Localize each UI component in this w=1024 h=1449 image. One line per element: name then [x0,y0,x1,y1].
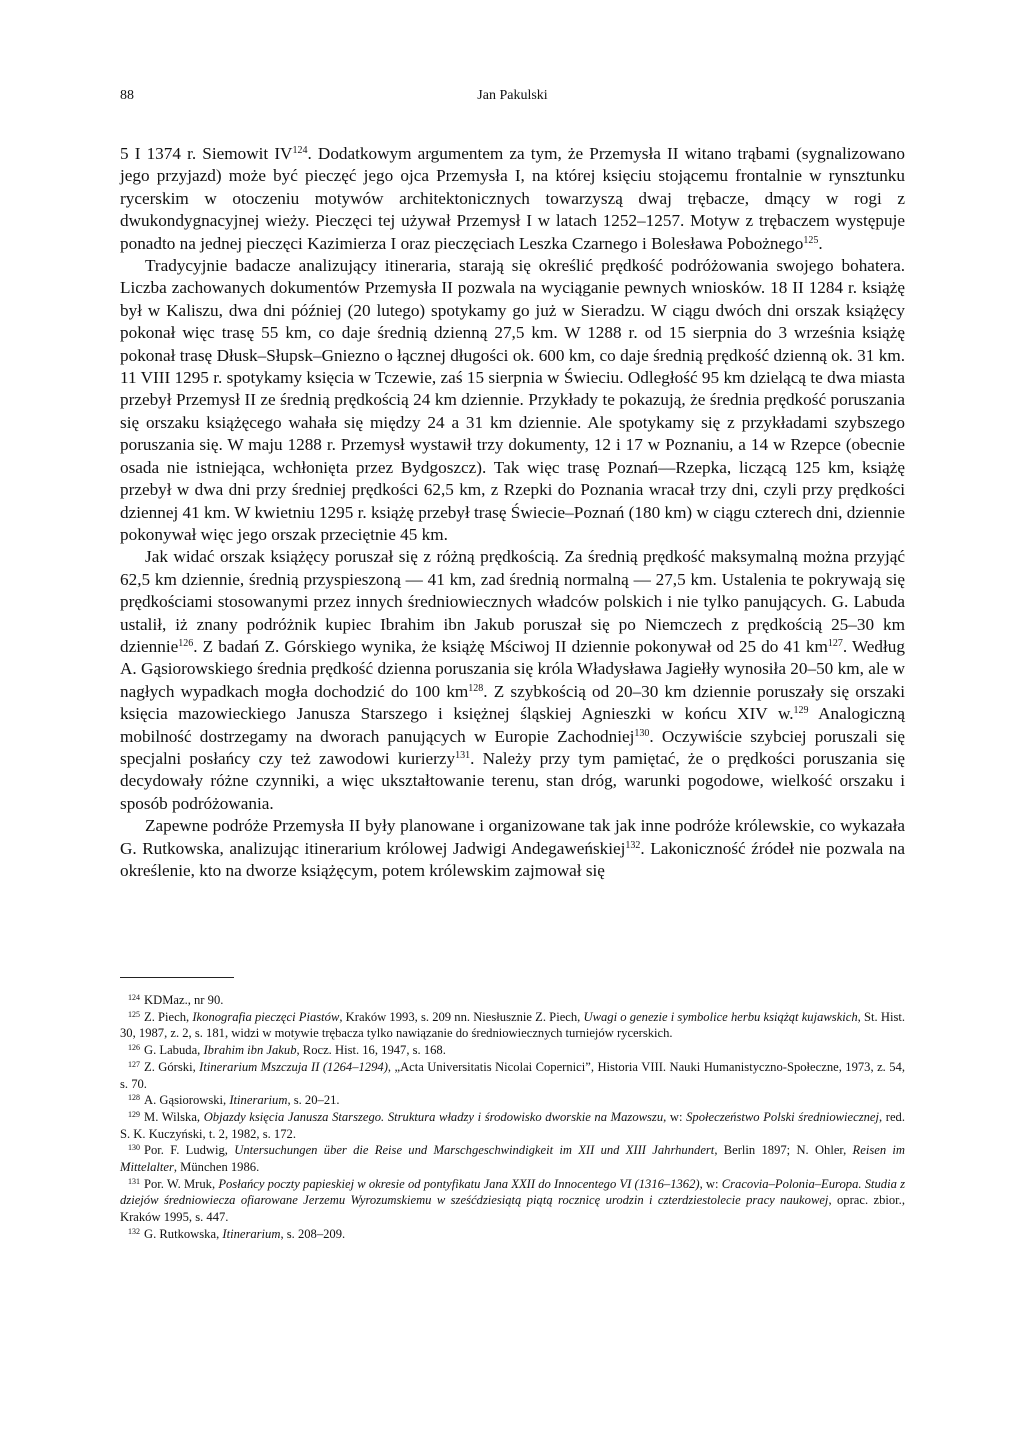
footnote-separator [120,977,234,978]
footnote [120,1092,905,1109]
text-run: , Berlin 1897; N. Ohler, [714,1143,853,1158]
text-run: . Należy przy tym pamiętać, że o prędkości poruszania się decydowały różne czynniki, a więc ukształtowanie terenu, stan dróg, warunki pogodowe, wielkość orszaku i sposób podróżowania. [120,748,906,813]
footnote [120,1109,905,1142]
footnote-ref: 127 [827,637,843,649]
footnote [120,1142,905,1175]
text-run: . Dodatkowym argumentem za tym, że Przemysła II witano trąbami (sygnalizowano jego przyjazd) może być pieczęć jego ojca Przemysła I, na której księciu stojącemu frontalnie w rynsztunku rycerskim w otoczeniu motywów architektonicznych towarzyszą dwaj trębacze, dmący w rogi z dwukondygnacyjnej wieży. Pieczęci tej używał Przemysł I w latach 1252–1257. Motyw z trębaczem występuje ponadto na jednej pieczęci Kazimierza I oraz pieczęciach Leszka Czarnego i Bolesława Pobożnego [120,144,905,253]
footnote [120,1059,905,1092]
footnote-ref: 131 [128,1176,140,1186]
footnote-ref: 125 [128,1009,140,1019]
text-run: M. Wilska, [144,1109,204,1124]
text-run: Por. W. Mruk, [144,1176,219,1191]
footnote-ref: 130 [128,1143,140,1153]
text-run: Uwagi o genezie i symbolice herbu książąt kujawskich [583,1009,858,1024]
text-run: A. Gąsiorowski, [144,1093,230,1108]
running-header [120,88,905,108]
text-run: KDMaz., nr 90. [144,993,224,1007]
text-run: , St. Hist. 30, 1987, z. 2, s. 181, widzi w motywie trębacza tylko nawiązanie do średniowiecznych turniejów rycerskich. [120,1009,905,1041]
text-run: Itinerarium [229,1093,288,1108]
text-run: , München 1986. [173,1160,260,1175]
paragraph [120,255,905,546]
footnote-ref: 131 [455,749,471,761]
text-run: Z. Górski, [144,1059,200,1074]
text-run: Posłańcy poczty papieskiej w okresie od pontyfikatu Jana XXII do Innocentego VI (1316–1362) [218,1176,700,1191]
footnote [120,1042,905,1059]
footnote [120,1226,905,1243]
text-run: Objazdy księcia Janusza Starszego. Struktura władzy i środowisko dworskie na Mazowszu [203,1109,664,1124]
text-run: Jak widać orszak książęcy poruszał się z różną prędkością. Za średnią prędkość maksymalną można przyjąć 62,5 km dziennie, średnią przyspieszoną — 41 km, zad średnią normalną — 27,5 km. Ustalenia te pokrywają się prędkościami stosowanymi przez innych średniowiecznych władców polskich i nie tylko panujących. G. Labuda ustalił, iż znany podróżnik kupiec Ibrahim ibn Jakub poruszał się po Niemczech z prędkością 25–30 km dziennie [120,547,905,656]
text-run: G. Rutkowska, [144,1226,223,1241]
footnote [120,1009,905,1042]
footnote [120,992,905,1009]
footnote-ref: 132 [625,839,641,851]
text-run: , Rocz. Hist. 16, 1947, s. 168. [296,1043,446,1058]
footnote-ref: 129 [793,705,809,717]
footnote-ref: 126 [178,637,194,649]
text-run: Reisen im Mittelalter [120,1143,905,1175]
running-head-author: Jan Pakulski [477,88,548,103]
text-run: . Lakoniczność źródeł nie pozwala na określenie, kto na dworze książęcym, potem królewskim zajmował się [120,838,905,880]
text-run: , oprac. zbior., Kraków 1995, s. 447. [120,1193,905,1225]
footnote-ref: 127 [128,1059,140,1069]
footnote-ref: 125 [803,234,819,246]
text-run: Por. F. Ludwig, [144,1143,235,1158]
text-run: , Kraków 1993, s. 209 nn. Niesłusznie Z. Piech, [339,1009,584,1024]
footnote-ref: 126 [128,1043,140,1053]
footnote-ref: 124 [292,145,308,156]
paragraph [120,546,905,815]
paragraph [120,815,905,882]
text-run: Tradycyjnie badacze analizujący itineraria, starają się określić prędkość podróżowania swojego bohatera. Liczba zachowanych dokumentów Przemysła II pozwala na wyciąganie pewnych wniosków. 18 II 1284 r. książę był w Kaliszu, dwa dni później (20 lutego) spotykamy go już w Sieradzu. W ciągu dwóch dni orszak książęcy pokonał więc trasę 55 km, co daje średnią dzienną 27,5 km. W 1288 r. od 15 sierpnia do 3 września książę pokonał trasę Dłusk–Słupsk–Gniezno o łącznej długości ok. 600 km, co daje średnią prędkość dzienną ok. 31 km. 11 VIII 1295 r. spotykamy księcia w Tczewie, zaś 15 sierpnia w Świeciu. Odległość 95 km dzielącą te dwa miasta przebył Przemysł II ze średnią prędkością 24 km dziennie. Przykłady te pokazują, że średnia prędkość poruszania się orszaku książęcego wahała się między 24 a 31 km dziennie. Ale spotykamy się z przykładami szybszego poruszania się. W maju 1288 r. Przemysł wystawił trzy dokumenty, 12 i 17 w Poznaniu, a 14 w Rzepce (obecnie osada nie istniejąca, wchłonięta przez Bydgoszcz). Tak więc trasę Poznań––Rzepka, liczącą 125 km, książę przebył w dwa dni przy średniej prędkości 62,5 km, z Rzepki do Poznania wracał trzy dni, czyli przy prędkości dziennej 41 km. W kwietniu 1295 r. książę przebył trasę Świecie–Poznań (180 km) w ciągu czterech dni, dziennie pokonywał więc jego orszak przeciętnie 45 km. [120,256,905,544]
text-run: , w: [699,1176,722,1191]
text-run: Itinerarium Mszczuja II (1264–1294) [199,1059,388,1074]
page-number: 88 [120,88,134,103]
text-run: , s. 20–21. [287,1093,340,1108]
footnotes [120,992,905,1243]
paragraph [120,143,905,255]
text-run: 5 I 1374 r. Siemowit IV [120,144,293,163]
text-run: Itinerarium [222,1226,281,1241]
main-text [120,143,905,882]
text-run: . Oczywiście szybciej poruszali się specjalni posłańcy czy też zawodowi kurierzy [120,726,905,768]
footnote-ref: 128 [468,682,484,694]
text-run: . Z szybkością od 20–30 km dziennie poruszały się orszaki księcia mazowieckiego Janusza Starszego i księżnej śląskiej Agnieszki w końcu XIV w. [120,681,905,724]
text-run: Cracovia–Polonia–Europa. Studia z dziejów średniowiecza ofiarowane Jerzemu Wyrozumskiemu w sześćdziesiątą piątą rocznicę urodzin i czterdziestolecie pracy naukowej [120,1176,905,1208]
text-run: Z. Piech, [144,1009,193,1024]
footnote [120,1176,905,1226]
text-run: . [818,233,823,253]
footnote-ref: 124 [128,993,140,1002]
text-run: Ibrahim ibn Jakub [203,1043,297,1058]
text-run: Untersuchungen über die Reise und Marschgeschwindigkeit im XII und XIII Jahrhundert [234,1143,715,1158]
text-run: . Według A. Gąsiorowskiego średnia prędkość dzienna poruszania się króla Władysława Jagiełły wynosiła 20–50 km, ale w nagłych wypadkach mogła dochodzić do 100 km [120,636,905,701]
text-run: G. Labuda, [144,1043,204,1058]
text-run: , red. S. K. Kuczyński, t. 2, 1982, s. 172. [120,1109,906,1141]
text-run: , s. 208–209. [280,1226,346,1241]
text-run: Zapewne podróże Przemysła II były planowane i organizowane tak jak inne podróże królewskie, co wykazała G. Rutkowska, analizując itinerarium królowej Jadwigi Andegaweńskiej [120,816,905,858]
text-run: , „Acta Universitatis Nicolai Copernici”, Historia VIII. Nauki Humanistyczno-Społeczne, 1973, z. 54, s. 70. [120,1059,905,1091]
text-run: , w: [663,1109,687,1124]
text-run: Społeczeństwo Polski średniowiecznej [686,1109,879,1124]
footnote-ref: 132 [128,1226,140,1236]
footnote-ref: 128 [128,1093,140,1103]
footnote-ref: 129 [128,1109,140,1119]
text-run: Ikonografia pieczęci Piastów [192,1009,340,1024]
footnote-ref: 130 [634,727,650,739]
text-run: . Z badań Z. Górskiego wynika, że książę Mściwoj II dziennie pokonywał od 25 do 41 km [193,636,828,656]
text-run: Analogiczną mobilność dostrzegamy na dworach panujących w Europie Zachodniej [120,704,906,746]
